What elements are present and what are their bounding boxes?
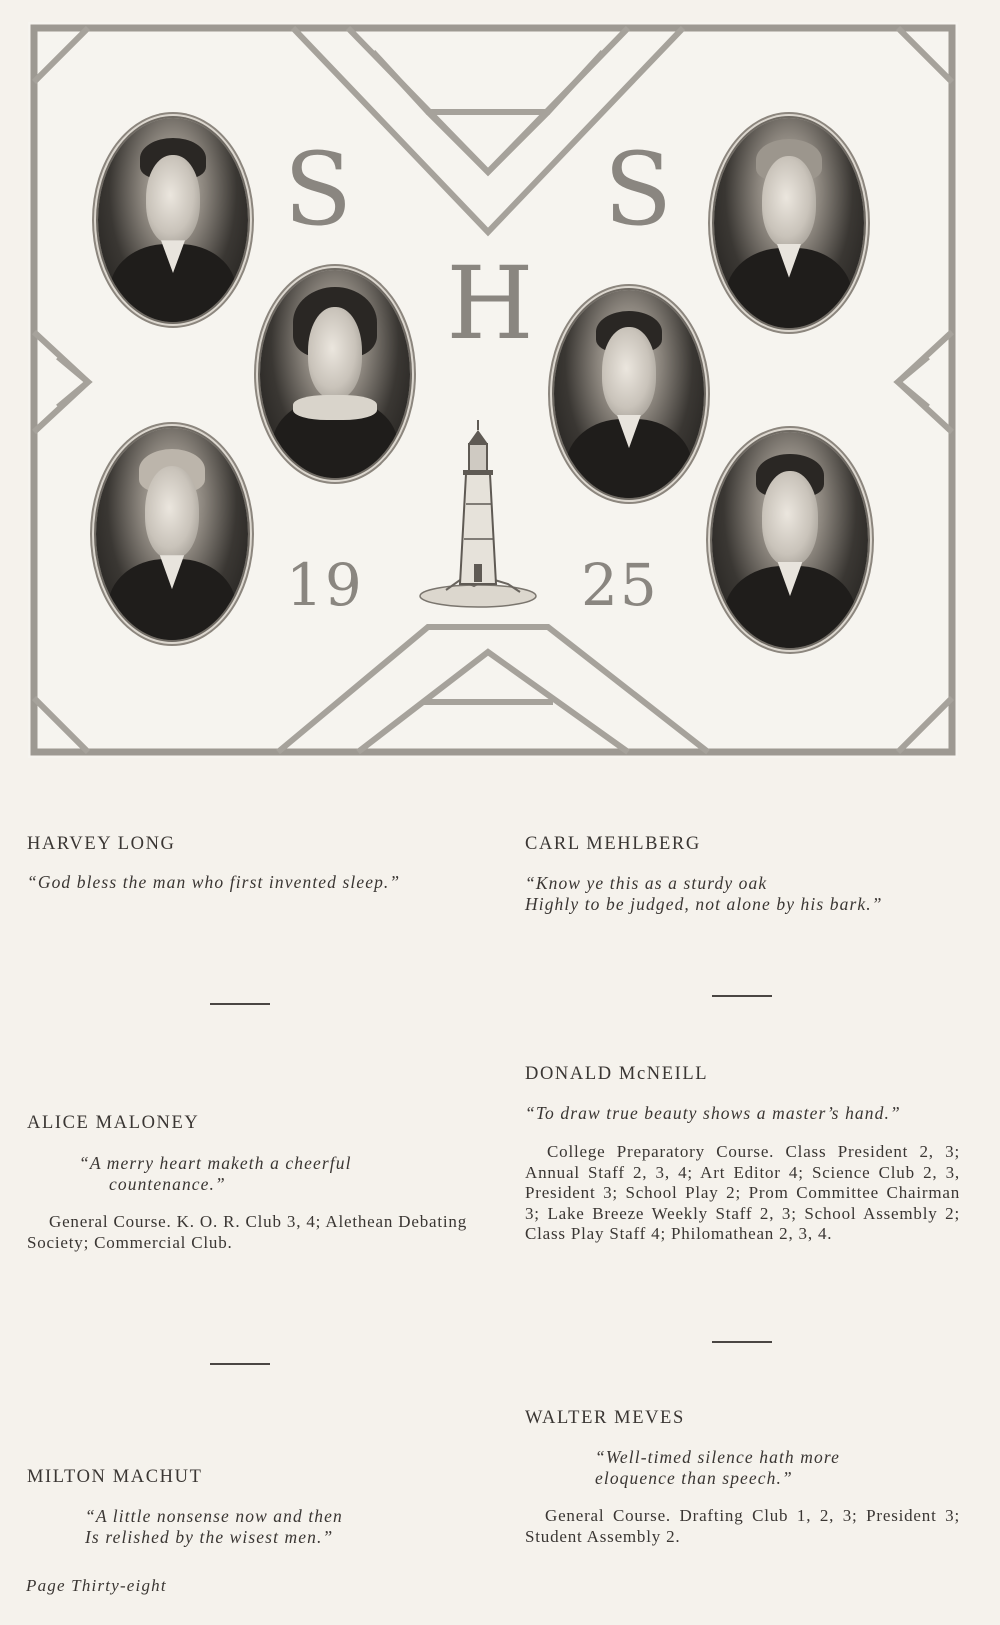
senior-quote: Highly to be judged, not alone by his bark.” bbox=[525, 894, 883, 914]
lighthouse-illustration bbox=[416, 414, 546, 614]
senior-entry-harvey-long bbox=[27, 834, 467, 893]
senior-quote: “To draw true beauty shows a master’s hand.” bbox=[525, 1103, 901, 1123]
senior-quote: Is relished by the wisest men.” bbox=[85, 1527, 334, 1547]
senior-activities: College Preparatory Course. Class President 2, 3; Annual Staff 2, 3, 4; Art Editor 4; Science Club 2, 3, President 3; School Play 2; Prom Committee Chairman 3; Lake Breeze Weekly Staff 2, 3; School Assembly 2; Class Play Staff 4; Philomathean 2, 3, 4. bbox=[525, 1142, 960, 1243]
portrait-harvey-long bbox=[98, 118, 248, 322]
senior-quote: eloquence than speech.” bbox=[595, 1468, 793, 1488]
senior-quote: “A little nonsense now and then bbox=[85, 1506, 343, 1526]
senior-name: CARL MEHLBERG bbox=[525, 834, 701, 854]
year-right: 25 bbox=[581, 551, 659, 619]
senior-entry-walter-meves bbox=[525, 1408, 960, 1547]
senior-quote: countenance.” bbox=[109, 1174, 226, 1194]
senior-name: MILTON MACHUT bbox=[27, 1467, 203, 1487]
portrait-donald-mcneill bbox=[554, 290, 704, 498]
senior-activities: General Course. Drafting Club 1, 2, 3; President 3; Student Assembly 2. bbox=[525, 1506, 960, 1546]
senior-entry-carl-mehlberg bbox=[525, 834, 965, 915]
senior-quote: “God bless the man who first invented sleep.” bbox=[27, 872, 401, 892]
senior-quote: “A merry heart maketh a cheerful bbox=[79, 1153, 352, 1173]
divider bbox=[210, 1003, 270, 1005]
senior-name: DONALD McNEILL bbox=[525, 1064, 709, 1084]
portrait-walter-meves bbox=[712, 432, 868, 648]
senior-entry-milton-machut bbox=[27, 1467, 467, 1548]
portrait-alice-maloney bbox=[260, 270, 410, 478]
portrait-milton-machut bbox=[96, 428, 248, 640]
portrait-carl-mehlberg bbox=[714, 118, 864, 328]
yearbook-header-frame bbox=[28, 22, 958, 758]
senior-name: WALTER MEVES bbox=[525, 1408, 685, 1428]
monogram-letter-h: H bbox=[446, 245, 534, 362]
divider bbox=[712, 1341, 772, 1343]
senior-entry-alice-maloney bbox=[27, 1113, 467, 1253]
senior-quote: “Well-timed silence hath more bbox=[595, 1447, 840, 1467]
senior-name: HARVEY LONG bbox=[27, 834, 176, 854]
monogram-letter-s-right: S bbox=[603, 131, 673, 248]
page-number-footer: Page Thirty-eight bbox=[26, 1576, 167, 1595]
divider bbox=[210, 1363, 270, 1365]
senior-entry-donald-mcneill bbox=[525, 1064, 960, 1245]
year-left: 19 bbox=[286, 551, 364, 619]
senior-quote: “Know ye this as a sturdy oak bbox=[525, 873, 768, 893]
senior-name: ALICE MALONEY bbox=[27, 1113, 200, 1133]
senior-activities: General Course. K. O. R. Club 3, 4; Alethean Debating Society; Commercial Club. bbox=[27, 1212, 467, 1252]
monogram-letter-s-left: S bbox=[283, 131, 353, 248]
divider bbox=[712, 995, 772, 997]
